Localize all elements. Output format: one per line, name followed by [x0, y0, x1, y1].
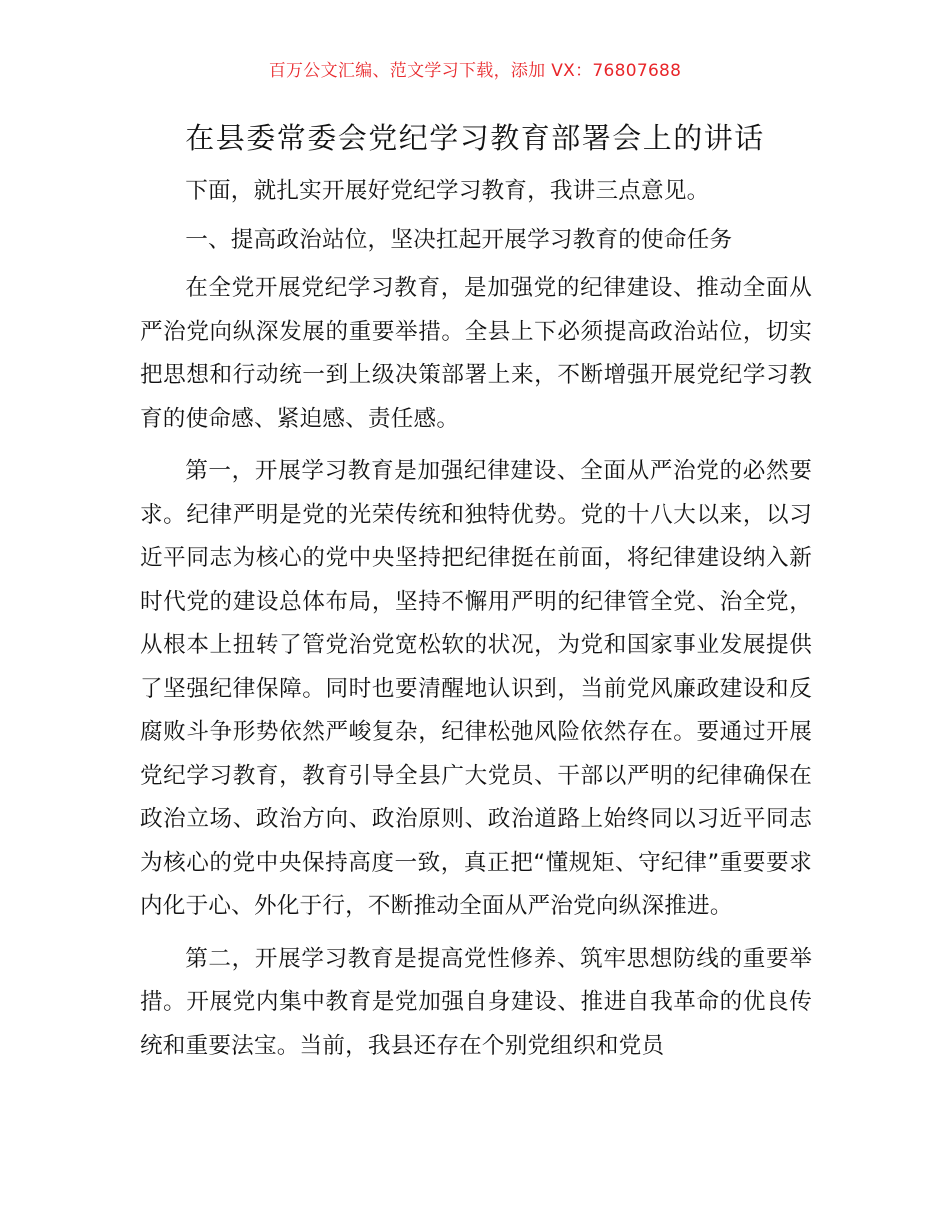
paragraph-intro: 下面，就扎实开展好党纪学习教育，我讲三点意见。 — [185, 178, 710, 204]
document-body — [140, 170, 812, 1077]
watermark-header: 百万公文汇编、范文学习下载，添加 VX：76807688 — [268, 61, 682, 81]
paragraph-1: 在全党开展党纪学习教育，是加强党的纪律建设、推动全面从严治党向纵深发展的重要举措。全县上下必须提高政治站位，切实把思想和行动统一到上级决策部署上来，不断增强开展党纪学习教育的使命感、紧迫感、责任感。 — [140, 275, 812, 432]
paragraph-2: 第一，开展学习教育是加强纪律建设、全面从严治党的必然要求。纪律严明是党的光荣传统和独特优势。党的十八大以来，以习近平同志为核心的党中央坚持把纪律挺在前面，将纪律建设纳入新时代党的建设总体布局，坚持不懈用严明的纪律管全党、治全党，从根本上扭转了管党治党宽松软的状况，为党和国家事业发展提供了坚强纪律保障。同时也要清醒地认识到，当前党风廉政建设和反腐败斗争形势依然严峻复杂，纪律松弛风险依然存在。要通过开展党纪学习教育，教育引导全县广大党员、干部以严明的纪律确保在政治立场、政治方向、政治原则、政治道路上始终同以习近平同志为核心的党中央保持高度一致，真正把“懂规矩、守纪律”重要要求内化于心、外化于行，不断推动全面从严治党向纵深推进。 — [140, 458, 812, 919]
section-heading-1: 一、提高政治站位，坚决扛起开展学习教育的使命任务 — [185, 226, 733, 253]
document-title: 在县委常委会党纪学习教育部署会上的讲话 — [185, 121, 765, 155]
paragraph-3: 第二，开展学习教育是提高党性修养、筑牢思想防线的重要举措。开展党内集中教育是党加强自身建设、推进自我革命的优良传统和重要法宝。当前，我县还存在个别党组织和党员 — [140, 945, 812, 1059]
